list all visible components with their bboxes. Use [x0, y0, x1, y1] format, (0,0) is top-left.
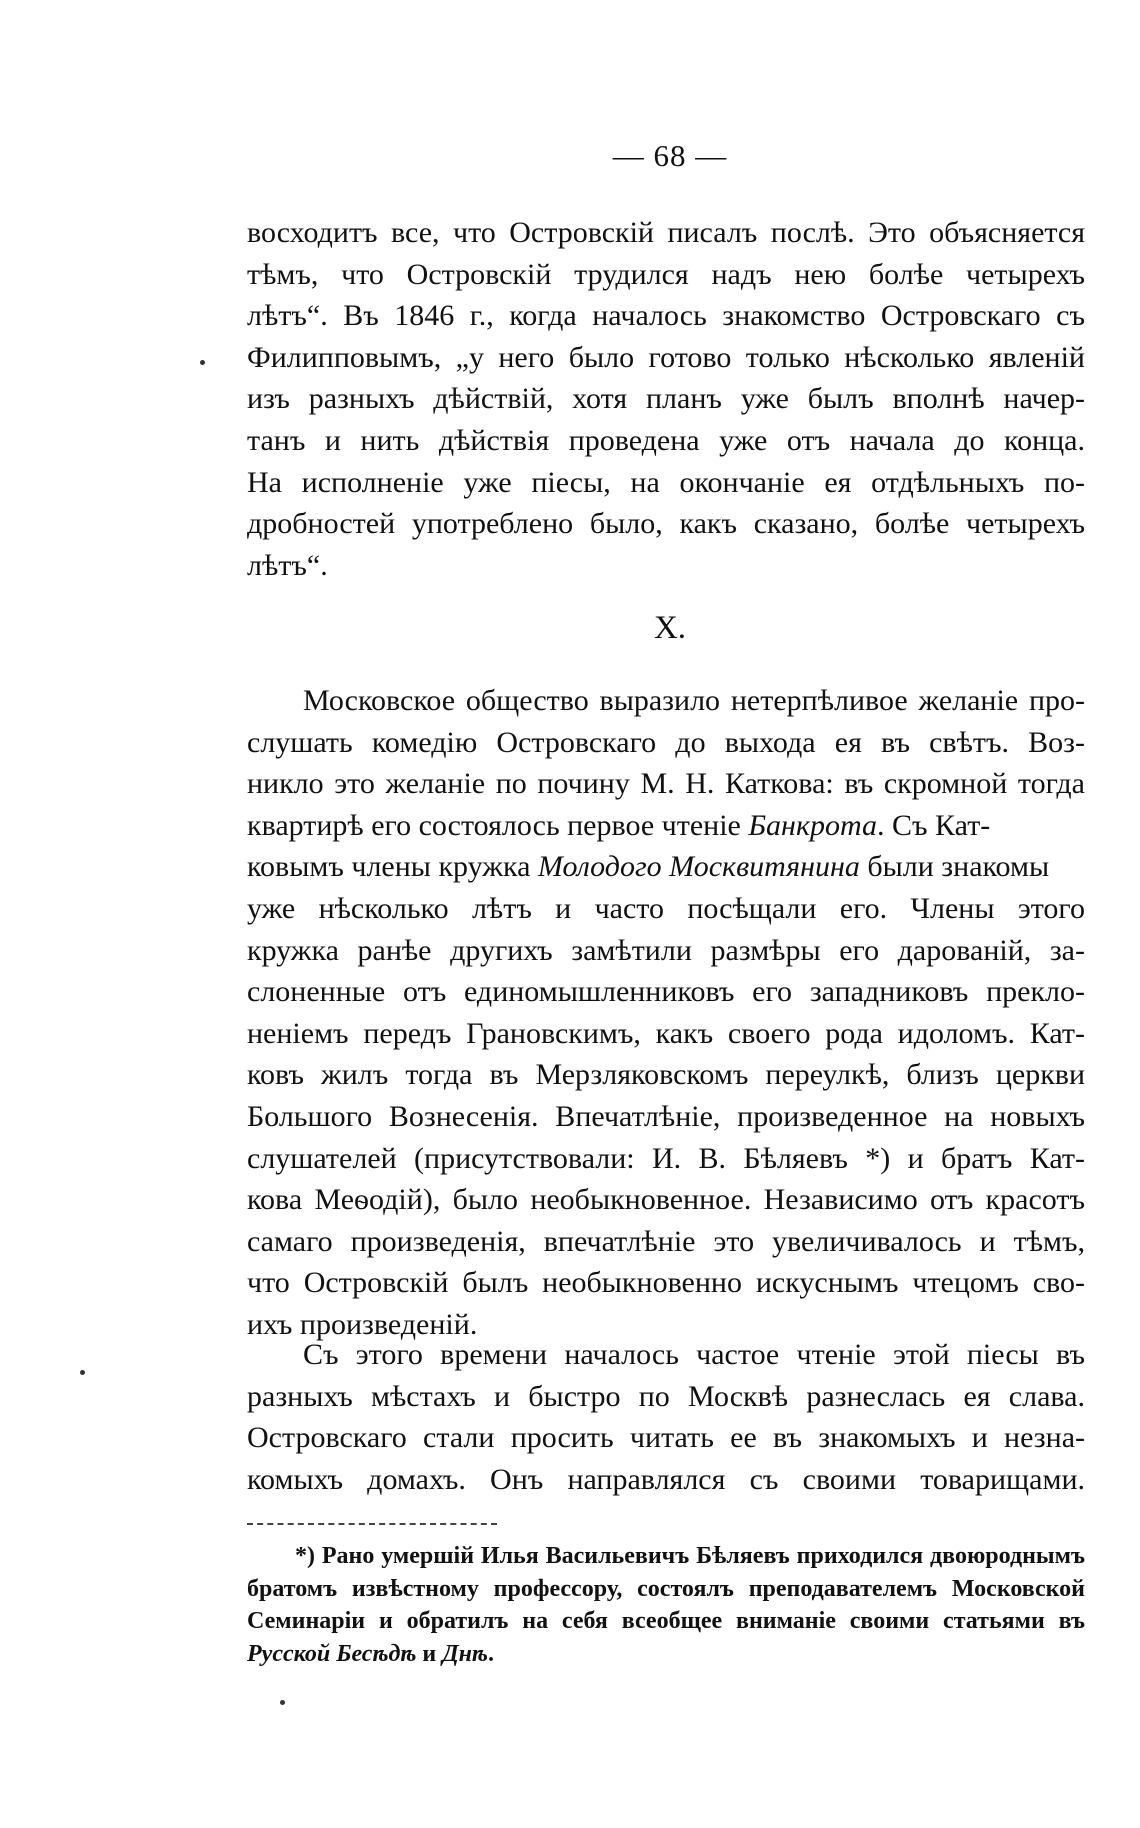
- text-line: [247, 846, 1085, 888]
- section-heading: X.: [653, 610, 687, 646]
- text-line: дробностей употреблено было, какъ сказано, болѣе четырехъ: [247, 507, 1085, 541]
- text-line: Филипповымъ, „у него было готово только нѣсколько явленій: [247, 340, 1085, 374]
- text-segment: .: [487, 1640, 494, 1667]
- text-line: Московское общество выразило нетерпѣливое желаніе про-: [303, 684, 1085, 717]
- margin-speck: [80, 1370, 85, 1375]
- text-line: танъ и нить дѣйствія проведена уже отъ начала до конца.: [247, 423, 1085, 457]
- text-segment: . Съ Кат-: [877, 808, 991, 842]
- text-line: кова Меѳодій), было необыкновенное. Независимо отъ красотъ: [247, 1183, 1085, 1217]
- title-bankrot: Банкрота: [748, 808, 878, 842]
- text-line: самаго произведенія, впечатлѣніе это увеличивалось и тѣмъ,: [247, 1224, 1085, 1258]
- text-line: ковъ жилъ тогда въ Мерзляковскомъ переулкѣ, близъ церкви: [247, 1058, 1085, 1092]
- text-line: неніемъ передъ Грановскимъ, какъ своего рода идоломъ. Кат-: [247, 1016, 1085, 1050]
- text-line: разныхъ мѣстахъ и быстро по Москвѣ разнеслась ея слава.: [247, 1379, 1085, 1413]
- text-line: ихъ произведеній.: [247, 1307, 478, 1341]
- text-line: комыхъ домахъ. Онъ направлялся съ своими товарищами.: [247, 1462, 1085, 1496]
- text-segment: были знакомы: [859, 850, 1050, 884]
- footnote-divider: [247, 1523, 497, 1525]
- footnote-line: *) Рано умершій Илья Васильевичъ Бѣляевъ приходился двоюроднымъ: [295, 1543, 1085, 1569]
- text-line: лѣтъ“.: [247, 548, 328, 582]
- margin-speck: [200, 360, 205, 365]
- text-line: лѣтъ“. Въ 1846 г., когда началось знакомство Островскаго съ: [247, 299, 1085, 333]
- text-segment: ковымъ члены кружка: [247, 850, 538, 884]
- journal-russkaya-beseda: Русской Бесѣдѣ: [247, 1640, 417, 1667]
- text-line: слушать комедію Островскаго до выхода ея въ свѣтъ. Воз-: [247, 725, 1085, 759]
- paragraph-2: [247, 680, 1085, 1346]
- text-line: слоненные отъ единомышленниковъ его западниковъ прекло-: [247, 975, 1085, 1009]
- journal-den: Днѣ: [442, 1640, 488, 1667]
- text-line: Съ этого времени началось частое чтеніе этой піесы въ: [303, 1338, 1085, 1371]
- margin-speck: [280, 1700, 285, 1705]
- paragraph-1: [247, 212, 1085, 586]
- text-line: На исполненіе уже піесы, на окончаніе ея отдѣльныхъ по-: [247, 465, 1085, 499]
- text-line: кружка ранѣе другихъ замѣтили размѣры его дарованій, за-: [247, 933, 1085, 967]
- text-line: никло это желаніе по почину М. Н. Каткова: въ скромной тогда: [247, 767, 1085, 801]
- text-line: восходитъ все, что Островскій писалъ послѣ. Это объясняется: [247, 216, 1085, 249]
- text-line: Островскаго стали просить читать ее въ знакомыхъ и незна-: [247, 1421, 1085, 1455]
- title-moskvityanin: Молодого Москвитянина: [537, 850, 860, 884]
- text-line: что Островскій былъ необыкновенно искуснымъ чтецомъ сво-: [247, 1266, 1085, 1300]
- text-line: уже нѣсколько лѣтъ и часто посѣщали его. Члены этого: [247, 891, 1085, 925]
- text-line: изъ разныхъ дѣйствій, хотя планъ уже былъ вполнѣ начер-: [247, 382, 1085, 416]
- text-line: [247, 805, 1085, 847]
- footnote-line: братомъ извѣстному профессору, состоялъ преподавателемъ Московской: [247, 1575, 1085, 1602]
- paragraph-3: [247, 1334, 1085, 1500]
- text-line: Большого Вознесенія. Впечатлѣніе, произведенное на новыхъ: [247, 1099, 1085, 1133]
- text-line: тѣмъ, что Островскій трудился надъ нею болѣе четырехъ: [247, 257, 1085, 291]
- footnote: [247, 1540, 1085, 1670]
- text-line: слушателей (присутствовали: И. В. Бѣляевъ *) и братъ Кат-: [247, 1141, 1085, 1175]
- text-segment: и: [416, 1640, 443, 1667]
- page-number: — 68 —: [612, 138, 728, 173]
- footnote-line: Семинаріи и обратилъ на себя всеобщее вниманіе своими статьями въ: [247, 1608, 1085, 1634]
- text-segment: квартирѣ его состоялось первое чтеніе: [247, 808, 749, 842]
- footnote-line: [247, 1638, 1085, 1671]
